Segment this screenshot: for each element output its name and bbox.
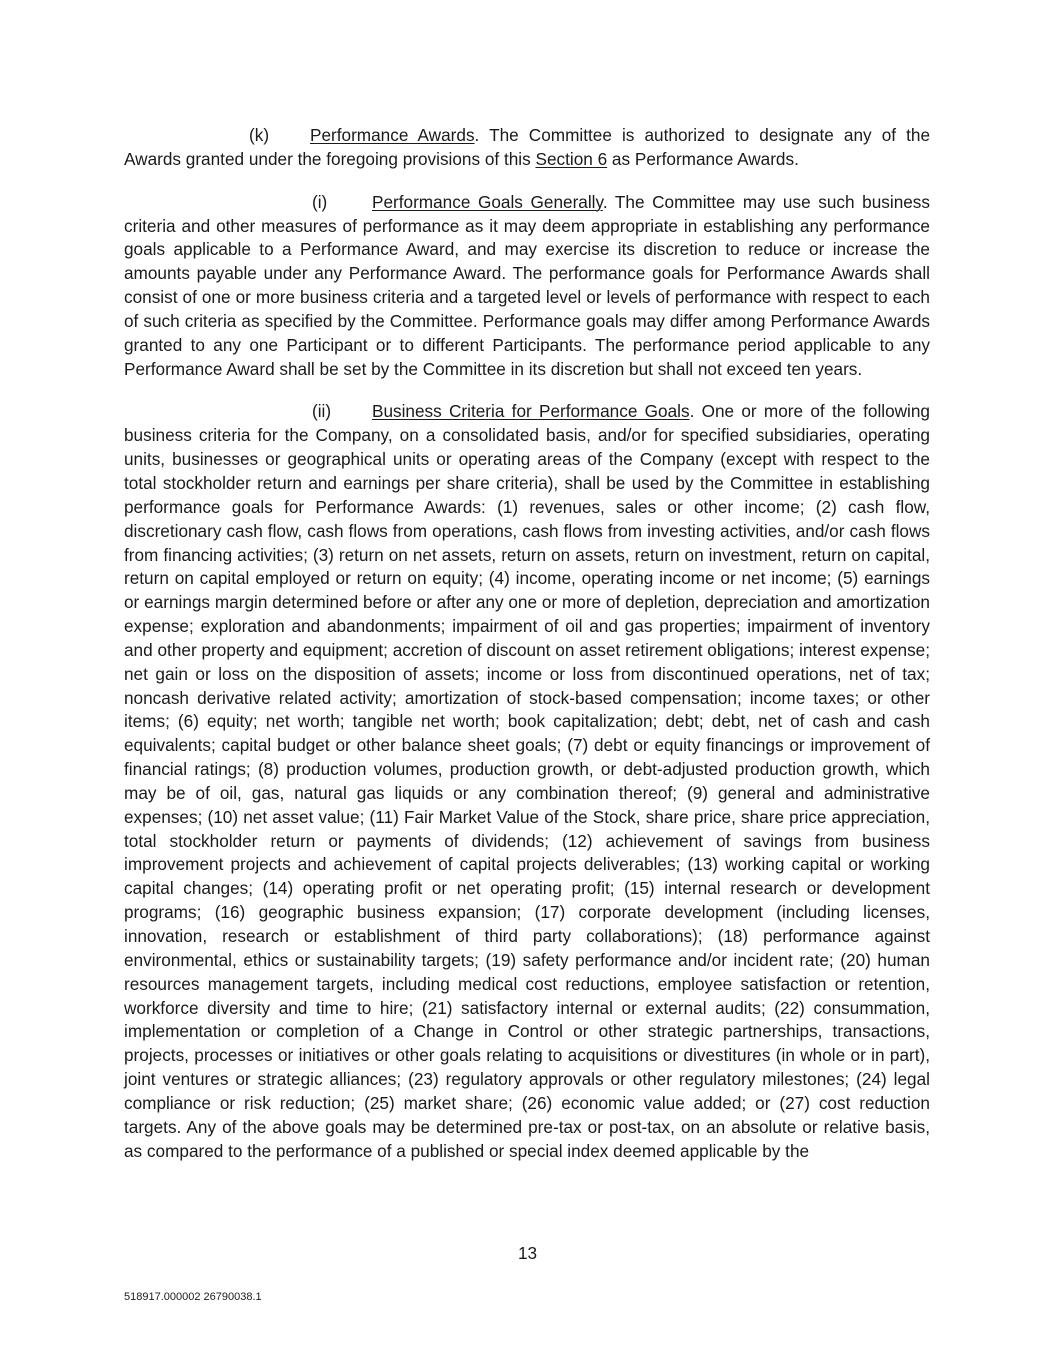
subsection-ii-heading: Business Criteria for Performance Goals [372, 401, 690, 422]
subsection-i-paragraph [124, 191, 930, 382]
section-k-label: (k) [249, 125, 270, 145]
subsection-ii-text: . One or more of the following business criteria for the Company, on a consolidated basis, and/or for specified subsidiaries, operating units, businesses or geographical units or operating areas of the Company (except with respect to the total stockholder return and earnings per share criteria), shall be used by the Committee in establishing performance goals for Performance Awards: (1) revenues, sales or other income; (2) cash flow, discretionary cash flow, cash flows from operations, cash flows from investing activities, and/or cash flows from financing activities; (3) return on net assets, return on assets, return on investment, return on capital, return on capital employed or return on equity; (4) income, operating income or net income; (5) earnings or earnings margin determined before or after any one or more of depletion, depreciation and amortization expense; exploration and abandonments; impairment of oil and gas properties; impairment of inventory and other property and equipment; accretion of discount on asset retirement obligations; interest expense; net gain or loss on the disposition of assets; income or loss from discontinued operations, net of tax; noncash derivative related activity; amortization of stock-based compensation; income taxes; or other items; (6) equity; net worth; tangible net worth; book capitalization; debt; debt, net of cash and cash equivalents; capital budget or other balance sheet goals; (7) debt or equity financings or improvement of financial ratings; (8) production volumes, production growth, or debt-adjusted production growth, which may be of oil, gas, natural gas liquids or any combination thereof; (9) general and administrative expenses; (10) net asset value; (11) Fair Market Value of the Stock, share price, share price appreciation, total stockholder return or payments of dividends; (12) achievement of savings from business improvement projects and achievement of capital projects deliverables; (13) working capital or working capital changes; (14) operating profit or net operating profit; (15) internal research or development programs; (16) geographic business expansion; (17) corporate development (including licenses, innovation, research or establishment of third party collaborations); (18) performance against environmental, ethics or sustainability targets; (19) safety performance and/or incident rate; (20) human resources management targets, including medical cost reductions, employee satisfaction or retention, workforce diversity and time to hire; (21) satisfactory internal or external audits; (22) consummation, implementation or completion of a Change in Control or other strategic partnerships, transactions, projects, processes or initiatives or other goals relating to acquisitions or divestitures (in whole or in part), joint ventures or strategic alliances; (23) regulatory approvals or other regulatory milestones; (24) legal compliance or risk reduction; (25) market share; (26) economic value added; or (27) cost reduction targets. Any of the above goals may be determined pre-tax or post-tax, on an absolute or relative basis, as compared to the performance of a published or special index deemed applicable by the [124, 401, 930, 1161]
subsection-i-text: . The Committee may use such business criteria and other measures of performance as it may deem appropriate in establishing any performance goals applicable to a Performance Award, and may exercise its discretion to reduce or increase the amounts payable under any Performance Award. The performance goals for Performance Awards shall consist of one or more business criteria and a targeted level or levels of performance with respect to each of such criteria as specified by the Committee. Performance goals may differ among Performance Awards granted to any one Participant or to different Participants. The performance period applicable to any Performance Award shall be set by the Committee in its discretion but shall not exceed ten years. [124, 191, 930, 379]
section-6-reference: Section 6 [535, 148, 608, 169]
page-number: 13 [517, 1243, 538, 1263]
section-k-heading: Performance Awards [310, 125, 475, 145]
subsection-i-heading: Performance Goals Generally [372, 191, 603, 212]
subsection-ii-label: (ii) [312, 401, 332, 422]
document-body [124, 124, 930, 1163]
section-k-paragraph [124, 124, 930, 172]
document-id: 518917.000002 26790038.1 [124, 1291, 262, 1303]
subsection-ii-paragraph [124, 400, 930, 1163]
section-k-text: . The Committee is authorized to designate any of the Awards granted under the foregoing provisions of this [124, 125, 931, 169]
subsection-i-label: (i) [312, 191, 328, 212]
section-k-text-end: as Performance Awards. [607, 148, 799, 169]
